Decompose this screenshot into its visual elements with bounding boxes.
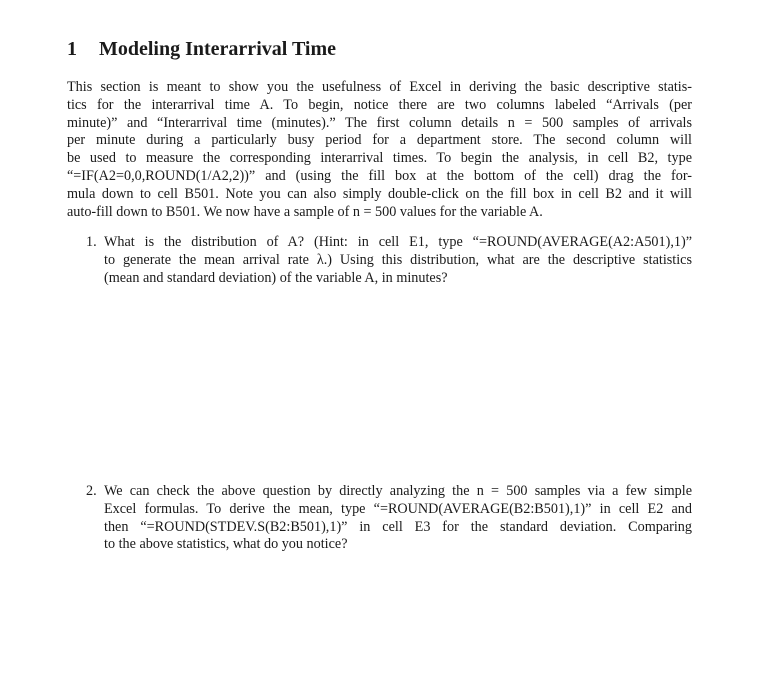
paragraph-line: be used to measure the corresponding interarrival times. To begin the analysis, in cell B2, type — [67, 150, 692, 167]
paragraph-line: “=IF(A2=0,0,ROUND(1/A2,2))” and (using the fill box at the bottom of the cell) drag the for- — [67, 167, 692, 184]
paragraph-line: per minute during a particularly busy period for a department store. The second column will — [67, 132, 692, 149]
question-line: What is the distribution of A? (Hint: in cell E1, type “=ROUND(AVERAGE(A2:A501),1)” — [104, 234, 692, 250]
section-heading — [67, 38, 336, 61]
intro-paragraph — [67, 79, 692, 221]
paragraph-line: This section is meant to show you the usefulness of Excel in deriving the basic descriptive statis- — [67, 79, 692, 95]
question-line: to the above statistics, what do you notice? — [104, 536, 348, 553]
section-number: 1 — [67, 38, 77, 60]
paragraph-line: auto-fill down to B501. We now have a sample of n = 500 values for the variable A. — [67, 203, 543, 220]
paragraph-line: tics for the interarrival time A. To begin, notice there are two columns labeled “Arrivals (per — [67, 96, 692, 113]
paragraph-line: mula down to cell B501. Note you can also simply double-click on the fill box in cell B2 and it will — [67, 185, 692, 202]
question-number: 2. — [86, 483, 97, 499]
question-text — [104, 483, 692, 554]
question-line: Excel formulas. To derive the mean, type “=ROUND(AVERAGE(B2:B501),1)” in cell E2 and — [104, 500, 692, 517]
question-line: to generate the mean arrival rate λ.) Using this distribution, what are the descriptive statistics — [104, 251, 692, 268]
question-text — [104, 234, 692, 287]
question-line: We can check the above question by directly analyzing the n = 500 samples via a few simple — [104, 483, 692, 499]
paragraph-line: minute)” and “Interarrival time (minutes).” The first column details n = 500 samples of arrivals — [67, 114, 692, 131]
question-number: 1. — [86, 234, 97, 250]
question-line: (mean and standard deviation) of the variable A, in minutes? — [104, 269, 448, 286]
section-title: Modeling Interarrival Time — [99, 38, 337, 60]
question-line: then “=ROUND(STDEV.S(B2:B501),1)” in cell E3 for the standard deviation. Comparing — [104, 518, 692, 535]
